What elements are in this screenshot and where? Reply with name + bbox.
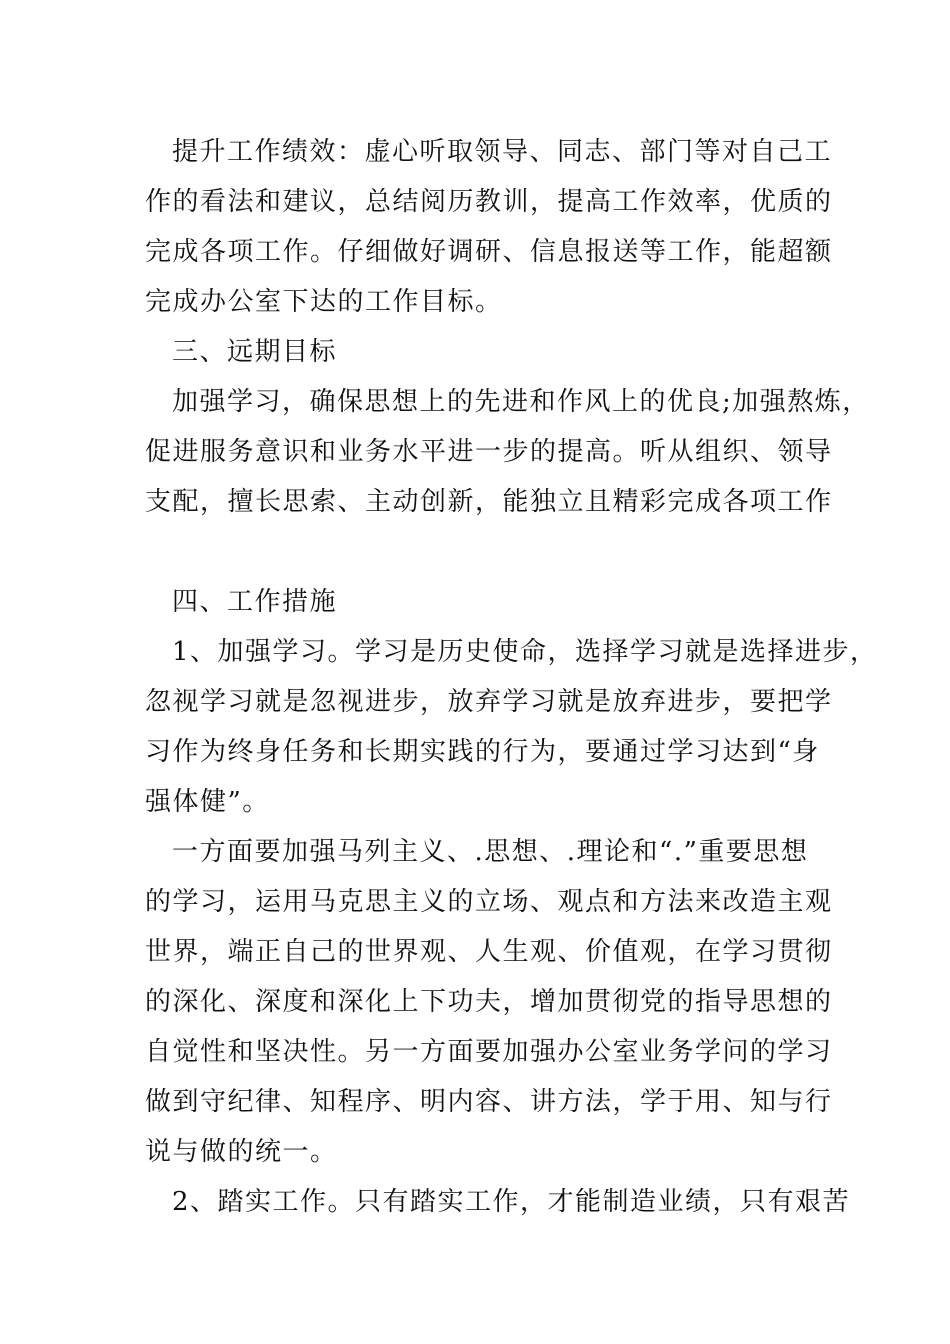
- paragraph-line: 世界，端正自己的世界观、人生观、价值观，在学习贯彻: [145, 937, 833, 967]
- paragraph-line: 提升工作绩效：虚心听取领导、同志、部门等对自己工: [172, 137, 833, 167]
- paragraph-line: 支配，擅长思索、主动创新，能独立且精彩完成各项工作: [145, 487, 833, 517]
- paragraph-line: 的深化、深度和深化上下功夫，增加贯彻党的指导思想的: [145, 987, 833, 1017]
- section-heading: 四、工作措施: [172, 587, 338, 617]
- paragraph-line: 忽视学习就是忽视进步，放弃学习就是放弃进步，要把学: [145, 687, 833, 717]
- paragraph-line: 一方面要加强马列主义、.思想、.理论和“.”重要思想: [172, 837, 809, 867]
- paragraph-line: 2、踏实工作。只有踏实工作，才能制造业绩，只有艰苦: [172, 1187, 851, 1217]
- paragraph-line: 加强学习，确保思想上的先进和作风上的优良;加强熬炼，: [172, 387, 870, 417]
- paragraph-line: 作的看法和建议，总结阅历教训，提高工作效率，优质的: [145, 187, 833, 217]
- paragraph-line: 说与做的统一。: [145, 1137, 338, 1167]
- paragraph-line: 强体健”。: [145, 787, 270, 817]
- paragraph-line: 完成办公室下达的工作目标。: [145, 287, 503, 317]
- paragraph-line: 完成各项工作。仔细做好调研、信息报送等工作，能超额: [145, 237, 833, 267]
- paragraph-line: 促进服务意识和业务水平进一步的提高。听从组织、领导: [145, 437, 833, 467]
- paragraph-line: 1、加强学习。学习是历史使命，选择学习就是选择进步，: [172, 637, 878, 667]
- paragraph-line: 习作为终身任务和长期实践的行为，要通过学习达到“身: [145, 737, 820, 767]
- paragraph-line: 做到守纪律、知程序、明内容、讲方法，学于用、知与行: [145, 1087, 833, 1117]
- paragraph-line: 自觉性和坚决性。另一方面要加强办公室业务学问的学习: [145, 1037, 833, 1067]
- paragraph-line: 的学习，运用马克思主义的立场、观点和方法来改造主观: [145, 887, 833, 917]
- section-heading: 三、远期目标: [172, 337, 338, 367]
